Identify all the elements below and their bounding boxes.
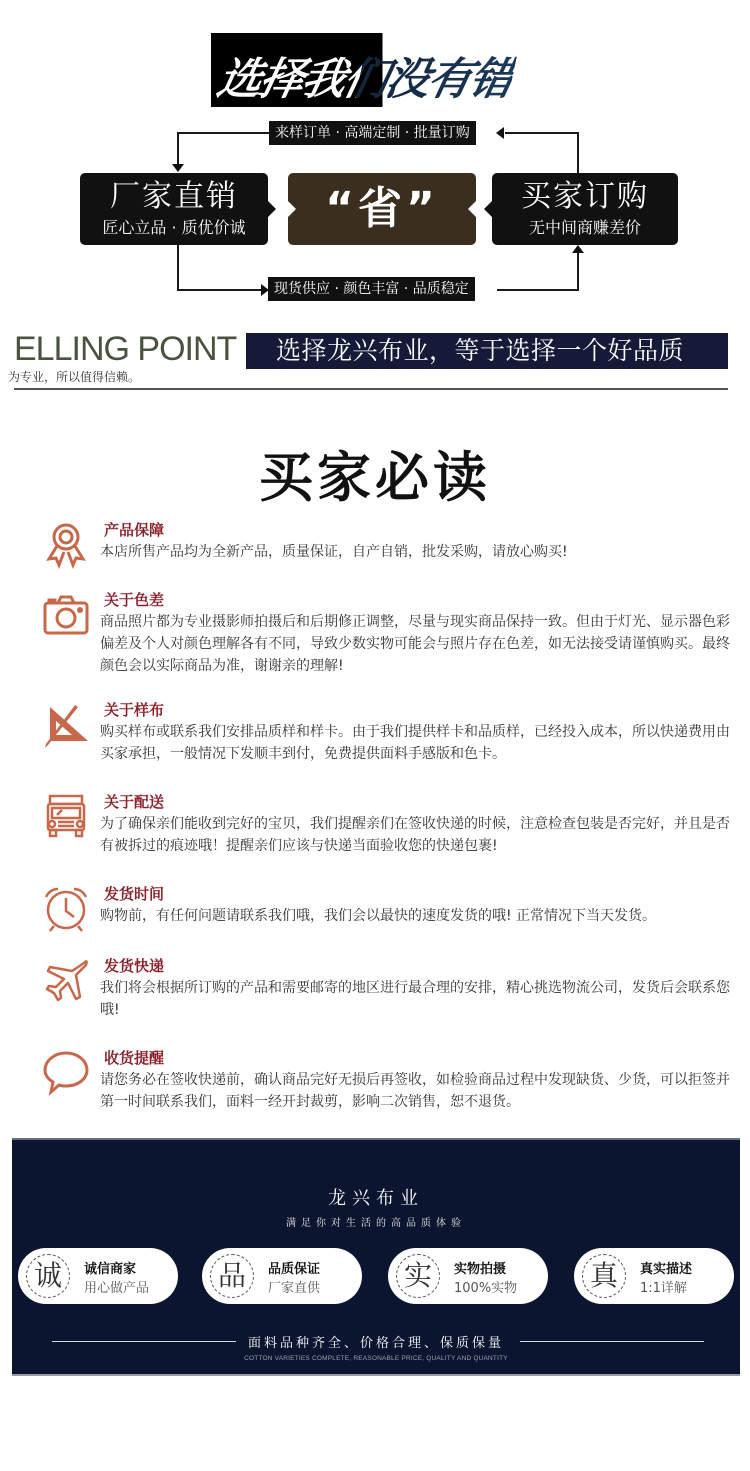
notice-body: 商品照片都为专业摄影师拍摄后和后期修正调整，尽量与现实商品保持一致。但由于灯光、显示器色彩偏差及个人对颜色理解各有不同，导致少数实物可能会与照片存在色差，如无法接受请谨慎购买。最终颜色会以实际商品为准，谢谢亲的理解! xyxy=(100,614,730,674)
badge-subtitle: 厂家直供 xyxy=(268,1281,321,1296)
box-subtitle: 无中间商赚差价 xyxy=(528,218,641,237)
flow-line xyxy=(505,132,578,134)
badge-title: 品质保证 xyxy=(268,1262,321,1277)
section-title: 买家必读 xyxy=(259,446,491,509)
badge-title: 实物拍摄 xyxy=(454,1262,507,1277)
delivery-truck-icon xyxy=(42,793,90,841)
flow-line xyxy=(577,132,579,174)
notice-heading: 关于配送 xyxy=(104,793,165,811)
seal-icon: 实 xyxy=(396,1254,440,1298)
airplane-icon xyxy=(42,957,90,1005)
notice-body: 购买样布或联系我们安排品质样和样卡。由于我们提供样卡和品质样，已经投入成本，所以快递费用由买家承担，一般情况下发顺丰到付，免费提供面料手感版和色卡。 xyxy=(100,724,730,762)
pointer-left-icon xyxy=(484,201,492,217)
footer-slogan-english: COTTON VARIETIES COMPLETE, REASONABLE PRICE, QUALITY AND QUANTITY xyxy=(244,1355,508,1362)
badge-title: 真实描述 xyxy=(640,1262,693,1277)
notice-body: 我们将会根据所订购的产品和需要邮寄的地区进行最合理的安排，精心挑选物流公司，发货后会联系您哦! xyxy=(100,980,730,1018)
buyer-order-box xyxy=(492,173,678,245)
ruler-triangle-icon xyxy=(42,701,90,749)
notice-body: 为了确保亲们能收到完好的宝贝，我们提醒亲们在签收快递的时候，注意检查包装是否完好，并且是否有被拆过的痕迹哦！提醒亲们应该与快递当面验收您的快递包裹! xyxy=(100,816,730,854)
badge-real-photo xyxy=(388,1248,548,1304)
box-title: 厂家直销 xyxy=(110,179,238,214)
arrow-up-icon xyxy=(572,245,584,253)
award-ribbon-icon xyxy=(42,521,90,569)
badge-integrity xyxy=(18,1248,178,1304)
notice-heading: 收货提醒 xyxy=(104,1049,165,1067)
box-title: “省” xyxy=(325,183,439,234)
footer-slogan: 面料品种齐全、价格合理、保质保量 xyxy=(247,1336,504,1351)
seal-icon: 诚 xyxy=(26,1254,70,1298)
selling-point-slogan: 选择龙兴布业，等于选择一个好品质 xyxy=(246,333,728,369)
selling-point-label: ELLING POINT xyxy=(14,330,237,368)
notice-body: 购物前，有任何问题请联系我们哦，我们会以最快的速度发货的哦! 正常情况下当天发货。 xyxy=(100,908,657,924)
box-subtitle: 匠心立品 · 质优价诚 xyxy=(102,218,246,237)
camera-icon xyxy=(42,591,90,639)
save-box xyxy=(288,173,476,245)
seal-icon: 品 xyxy=(210,1254,254,1298)
bottom-flow-tag: 现货供应 · 颜色丰富 · 品质稳定 xyxy=(268,277,475,301)
alarm-clock-icon xyxy=(42,885,90,933)
flow-line xyxy=(177,132,179,168)
pointer-right-icon xyxy=(268,201,276,217)
notice-body: 请您务必在签收快递前，确认商品完好无损后再签收，如检验商品过程中发现缺货、少货，可以拒签并第一时间联系我们，面料一经开封裁剪，影响二次销售，恕不退货。 xyxy=(100,1072,730,1110)
notice-heading: 关于色差 xyxy=(104,591,165,609)
arrow-down-icon xyxy=(172,164,184,172)
seal-icon: 真 xyxy=(582,1254,626,1298)
arrow-left-icon xyxy=(496,127,504,139)
flow-line xyxy=(177,289,261,291)
notice-body: 本店所售产品均为全新产品，质量保证，自产自销，批发采购，请放心购买! xyxy=(100,544,568,560)
flow-line xyxy=(497,289,579,291)
top-flow-tag: 来样订单 · 高端定制 · 批量订购 xyxy=(269,121,476,145)
notch-icon xyxy=(468,201,476,217)
flow-line xyxy=(177,245,179,290)
selling-point-subline: 为专业，所以值得信赖。 xyxy=(8,370,141,384)
badge-subtitle: 100%实物 xyxy=(454,1281,518,1296)
brand-tagline: 满足你对生活的高品质体验 xyxy=(286,1218,466,1229)
badge-title: 诚信商家 xyxy=(84,1262,137,1277)
brand-name: 龙兴布业 xyxy=(328,1188,424,1209)
badge-quality xyxy=(202,1248,362,1304)
flow-line xyxy=(177,132,269,134)
headline: 选择我们没有错 xyxy=(212,43,520,107)
factory-direct-box xyxy=(80,173,268,245)
badge-subtitle: 用心做产品 xyxy=(84,1281,150,1296)
brand-footer-band xyxy=(12,1138,740,1376)
divider xyxy=(14,388,728,390)
box-title: 买家订购 xyxy=(521,179,649,214)
notice-heading: 关于样布 xyxy=(104,701,165,719)
flow-line xyxy=(577,252,579,291)
badge-subtitle: 1:1详解 xyxy=(640,1281,687,1296)
badge-true-description xyxy=(574,1248,734,1304)
speech-bubble-icon xyxy=(42,1049,90,1097)
notice-heading: 产品保障 xyxy=(104,521,165,539)
notice-heading: 发货时间 xyxy=(104,885,165,903)
notch-icon xyxy=(288,201,296,217)
headline-block xyxy=(211,33,541,107)
notice-heading: 发货快递 xyxy=(104,957,165,975)
